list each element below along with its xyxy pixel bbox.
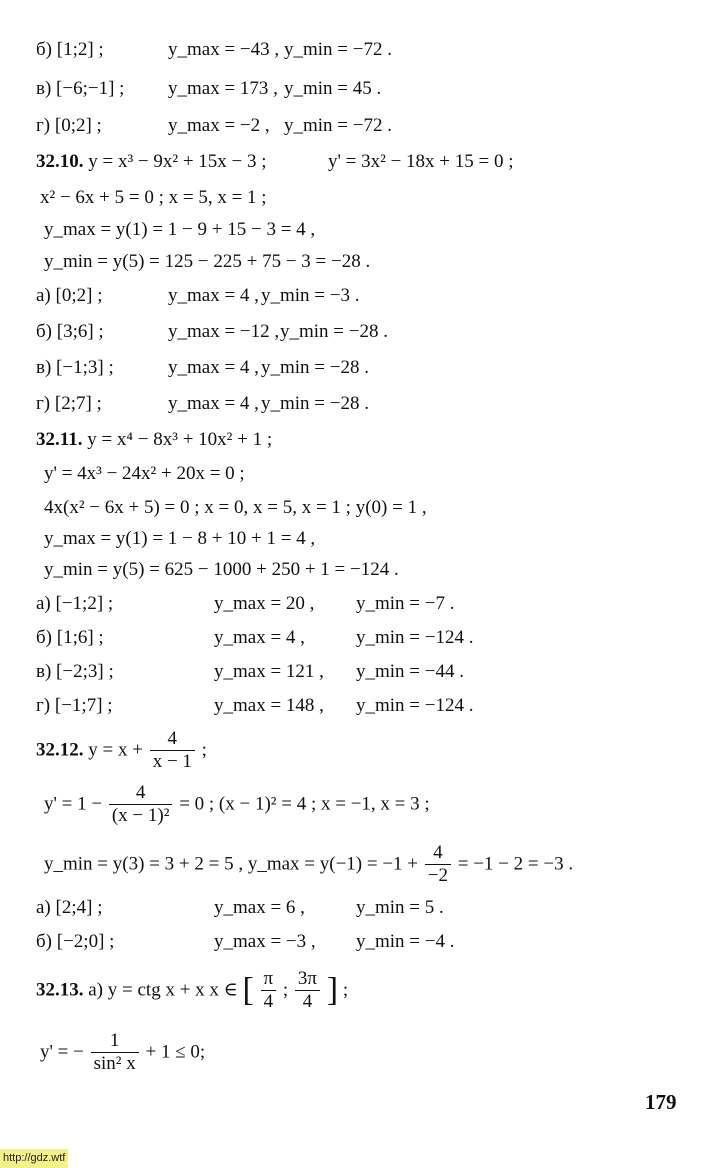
ymax-value: y_max = 148 , [214, 695, 324, 716]
ymin-value: y_min = −28 . [261, 393, 369, 414]
ymax-value: y_max = 121 , [214, 661, 324, 682]
fraction-denominator: sin² x [93, 1053, 136, 1074]
solution-line: x² − 6x + 5 = 0 ; x = 5, x = 1 ; [40, 187, 267, 208]
equation-part: + 1 ≤ 0; [145, 1041, 206, 1063]
ymin-value: y_min = −124 . [356, 627, 474, 648]
right-bracket: ] [326, 971, 339, 1009]
interval-label: г) [−1;7] ; [36, 695, 113, 716]
ymax-value: y_max = 4 , [214, 627, 305, 648]
solution-line: y_max = y(1) = 1 − 9 + 15 − 3 = 4 , [44, 219, 316, 240]
solution-line: y_min = y(5) = 625 − 1000 + 250 + 1 = −124 . [44, 559, 399, 580]
ymax-value: y_max = 6 , [214, 897, 305, 918]
fraction-denominator: x − 1 [152, 751, 192, 772]
ymin-value: y_min = −28 . [261, 357, 369, 378]
interval-label: а) [0;2] ; [36, 285, 103, 306]
problem-header [36, 728, 207, 773]
fraction-numerator: 1 [91, 1030, 139, 1053]
ymin-value: y_min = 45 . [284, 78, 382, 99]
problem-number: 32.11. [36, 429, 83, 450]
fraction-numerator: 4 [150, 728, 195, 751]
fraction-numerator: 3π [295, 968, 320, 991]
ymin-value: y_min = −4 . [356, 931, 455, 952]
equation-part: = 0 ; (x − 1)² = 4 ; x = −1, x = 3 ; [179, 793, 430, 815]
derivative-line [44, 782, 430, 827]
ymin-value: y_min = −7 . [356, 593, 455, 614]
problem-header [36, 150, 267, 174]
solution-line [44, 842, 573, 887]
interval-label: б) [1;2] ; [36, 39, 104, 60]
derivative-line [40, 1030, 205, 1075]
fraction-denominator: −2 [427, 865, 448, 886]
interval-label: а) [−1;2] ; [36, 593, 114, 614]
interval-label: а) [2;4] ; [36, 897, 103, 918]
interval-label: б) [1;6] ; [36, 627, 104, 648]
fraction-numerator: π [261, 968, 277, 991]
derivative-line: y' = 4x³ − 24x² + 20x = 0 ; [44, 463, 245, 484]
page-number: 179 [645, 1090, 677, 1114]
watermark-link[interactable]: http://gdz.wtf [0, 1149, 68, 1168]
problem-equation: y = x³ − 9x² + 15x − 3 ; [88, 151, 267, 172]
fraction-numerator: 4 [109, 782, 173, 805]
problem-header [36, 968, 348, 1013]
ymin-value: y_min = −72 . [284, 115, 392, 136]
ymin-value: y_min = −28 . [280, 321, 388, 342]
ymin-value: y_min = −3 . [261, 285, 360, 306]
problem-number: 32.10. [36, 151, 84, 172]
left-bracket: [ [242, 971, 254, 1009]
solution-line: y_min = y(5) = 125 − 225 + 75 − 3 = −28 . [44, 251, 371, 272]
interval-label: б) [3;6] ; [36, 321, 104, 342]
equation-part: y' = 1 − [44, 793, 103, 815]
fraction [295, 968, 320, 1013]
problem-equation: а) y = ctg x + x x ∈ [88, 979, 238, 1001]
equation-part: y' = − [40, 1041, 84, 1063]
equation-part: ; [342, 979, 349, 1001]
problem-number: 32.12. [36, 739, 84, 761]
ymax-value: y_max = −3 , [214, 931, 316, 952]
fraction-denominator: 4 [302, 991, 313, 1012]
interval-label: в) [−6;−1] ; [36, 78, 125, 99]
interval-label: в) [−2;3] ; [36, 661, 114, 682]
interval-label: г) [2;7] ; [36, 393, 102, 414]
ymin-value: y_min = −72 . [284, 39, 392, 60]
fraction [425, 842, 451, 887]
derivative-line: y' = 3x² − 18x + 15 = 0 ; [328, 151, 514, 172]
fraction-numerator: 4 [425, 842, 451, 865]
ymax-value: y_max = −43 , [168, 39, 280, 60]
equation-part: y = x + [88, 739, 143, 761]
fraction [91, 1030, 139, 1075]
ymax-value: y_max = 20 , [214, 593, 315, 614]
problem-number: 32.13. [36, 979, 84, 1001]
ymax-value: y_max = 4 , [168, 285, 259, 306]
fraction-denominator: (x − 1)² [111, 805, 170, 826]
interval-label: б) [−2;0] ; [36, 931, 115, 952]
fraction [109, 782, 173, 827]
ymax-value: y_max = 173 , [168, 78, 278, 99]
ymax-value: y_max = 4 , [168, 357, 259, 378]
ymin-value: y_min = −44 . [356, 661, 464, 682]
ymax-value: y_max = −12 , [168, 321, 280, 342]
equation-part: y_min = y(3) = 3 + 2 = 5 , y_max = y(−1) = −1 + [44, 853, 419, 875]
solution-line: y_max = y(1) = 1 − 8 + 10 + 1 = 4 , [44, 528, 316, 549]
ymin-value: y_min = −124 . [356, 695, 474, 716]
interval-label: г) [0;2] ; [36, 115, 102, 136]
fraction [261, 968, 277, 1013]
equation-part: ; [201, 739, 207, 761]
ymax-value: y_max = −2 , [168, 115, 270, 136]
problem-header [36, 428, 272, 452]
ymin-value: y_min = 5 . [356, 897, 444, 918]
solution-line: 4x(x² − 6x + 5) = 0 ; x = 0, x = 5, x = 1 ; y(0) = 1 , [44, 497, 427, 518]
interval-label: в) [−1;3] ; [36, 357, 114, 378]
separator: ; [282, 979, 289, 1001]
fraction [150, 728, 195, 773]
ymax-value: y_max = 4 , [168, 393, 259, 414]
problem-equation: y = x⁴ − 8x³ + 10x² + 1 ; [87, 429, 273, 450]
equation-part: = −1 − 2 = −3 . [457, 853, 574, 875]
fraction-denominator: 4 [263, 991, 274, 1012]
